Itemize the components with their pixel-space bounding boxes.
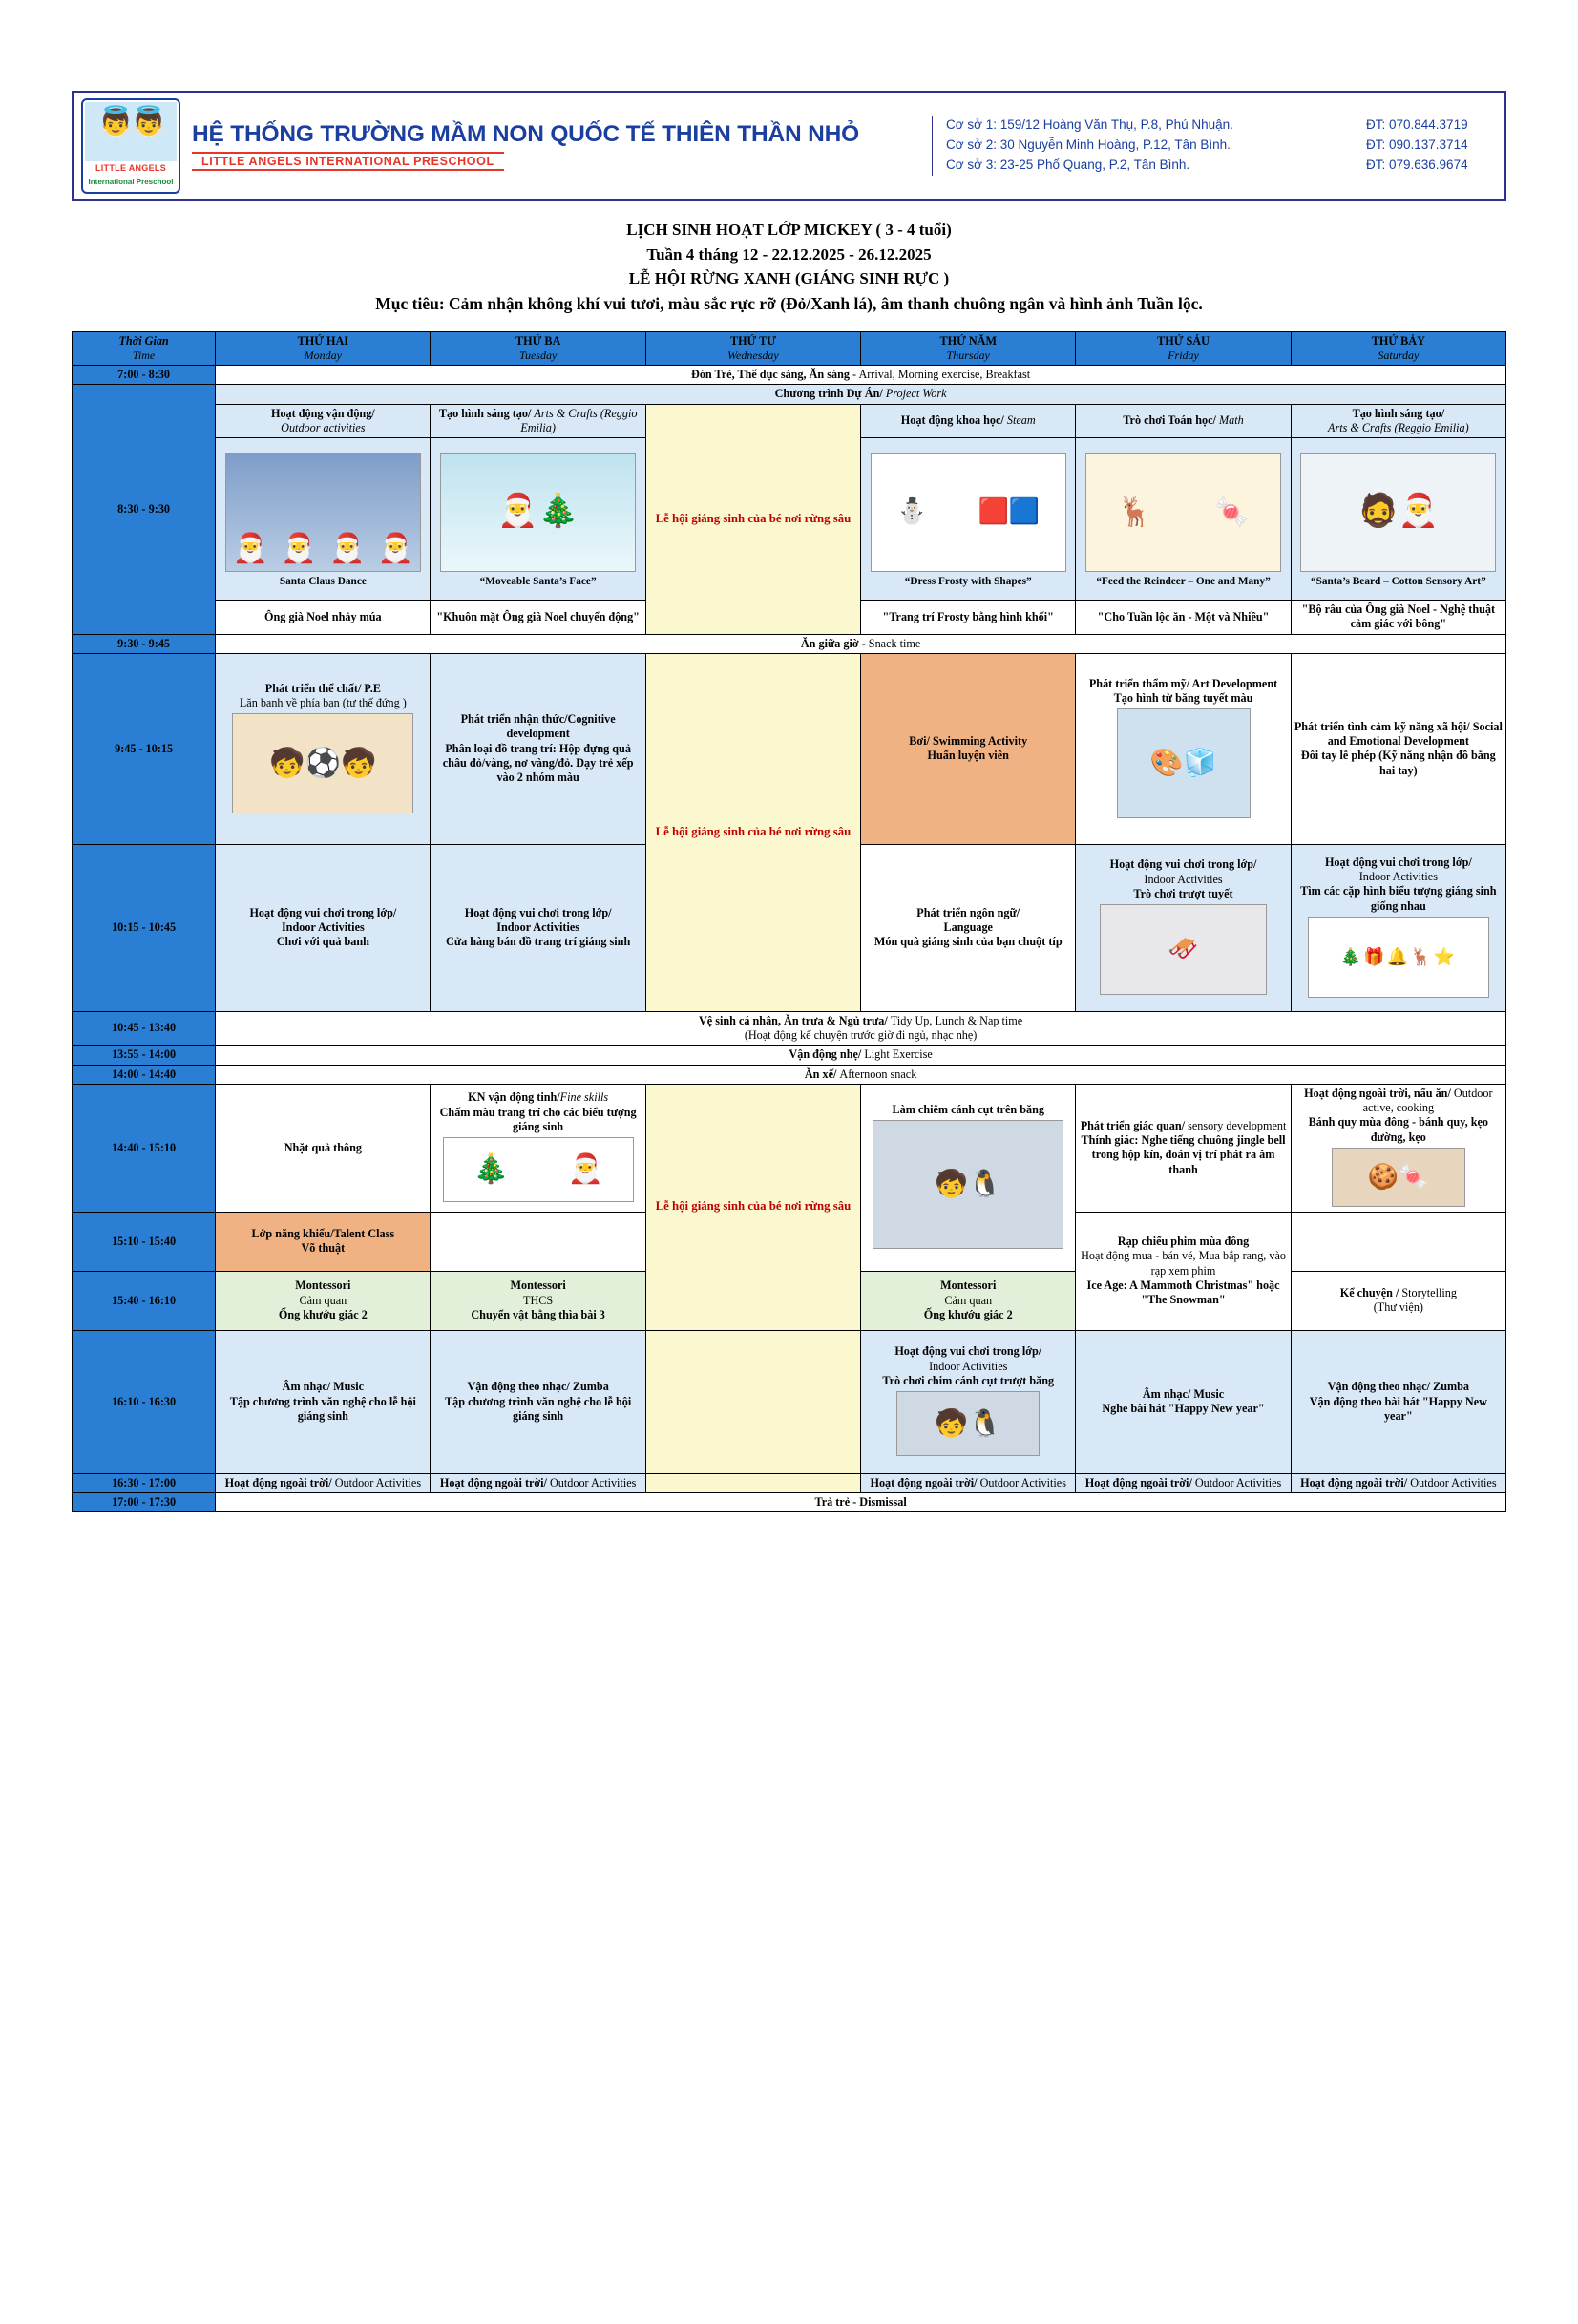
title-line-2: Tuần 4 tháng 12 - 22.12.2025 - 26.12.2025 <box>646 244 932 264</box>
activity-title-en: Arts & Crafts (Reggio Emilia) <box>520 406 638 434</box>
activity-title: Hoạt động ngoài trời/ <box>439 1475 547 1489</box>
dismissal-band: Trả trẻ - Dismissal <box>216 1493 1506 1512</box>
cell-tue-1540 <box>431 1271 645 1330</box>
activity-title-vi: Tạo hình sáng tạo/ <box>1352 406 1445 420</box>
activity-title-vi: Hoạt động vận động/ <box>270 406 375 420</box>
snow-slide-photo <box>1100 904 1267 995</box>
cell-fri-morning-image <box>1076 438 1291 601</box>
cell-tue-1015 <box>431 844 645 1011</box>
activity-caption-en: “Moveable Santa’s Face” <box>479 575 597 587</box>
header-day-tuesday <box>431 331 645 365</box>
title-line-4: Mục tiêu: Cảm nhận không khí vui tươi, màu sắc rực rỡ (Đỏ/Xanh lá), âm thanh chuông ngân và hình ảnh Tuần lộc. <box>375 293 1203 313</box>
activity-title-en: Outdoor Activities <box>334 1475 422 1489</box>
activity-title: Âm nhạc/ Music <box>282 1380 364 1394</box>
snowman-shapes-photo <box>871 453 1066 572</box>
row-1630 <box>73 1473 1506 1492</box>
time-label: 8:30 - 9:30 <box>73 385 216 634</box>
activity-title: Hoạt động vui chơi trong lớp/ <box>249 905 397 919</box>
cell-wed-festival <box>645 404 860 634</box>
activity-title: Rạp chiếu phim mùa đông <box>1117 1235 1250 1249</box>
school-name-en: LITTLE ANGELS INTERNATIONAL PRESCHOOL <box>192 152 504 171</box>
shapes-icon: 🟥🟦 <box>978 497 1041 526</box>
header-time-vi: Thời Gian <box>118 333 169 348</box>
activity-title-vi: Tạo hình sáng tạo/ <box>438 406 532 420</box>
activity-title: KN vận động tinh/ <box>468 1090 560 1105</box>
school-logo <box>81 98 180 194</box>
activity-title: Nhặt quả thông <box>284 1140 362 1154</box>
activity-title-vi: Hoạt động khoa học/ <box>900 413 1004 428</box>
time-label: 16:30 - 17:00 <box>73 1473 216 1492</box>
feed-the-reindeer-photo <box>1085 453 1281 572</box>
cell-sat-1610 <box>1291 1330 1505 1473</box>
activity-detail-2: Ice Age: A Mammoth Christmas" hoặc "The Snowman" <box>1086 1278 1280 1307</box>
lunch-vi: Vệ sinh cá nhân, Ăn trưa & Ngủ trưa/ <box>698 1013 888 1027</box>
row-snack <box>73 634 1506 653</box>
cell-sat-1540 <box>1291 1271 1505 1330</box>
cell-sat-1630 <box>1291 1473 1505 1492</box>
project-en: Project Work <box>885 387 947 401</box>
santa-icon: 🎅 <box>567 1153 603 1186</box>
phone-line: ĐT: 079.636.9674 <box>1366 157 1468 172</box>
time-label: 10:15 - 10:45 <box>73 844 216 1011</box>
afternoon-vi: Ăn xế/ <box>804 1067 837 1081</box>
activity-title-vi: Trò chơi Toán học/ <box>1123 413 1216 428</box>
activity-title-en: Outdoor Activities <box>1410 1475 1497 1489</box>
header-day-en: Wednesday <box>727 349 779 362</box>
time-label: 17:00 - 17:30 <box>73 1493 216 1512</box>
activity-caption-vi: "Bộ râu của Ông già Noel - Nghệ thuật cảm giác với bông" <box>1291 601 1505 635</box>
activity-title: Montessori <box>295 1278 351 1293</box>
address-row <box>946 116 1504 136</box>
tree-icon: 🎄 <box>473 1153 509 1186</box>
angels-icon: 👼👼 <box>97 105 164 137</box>
cell-wed-festival-2 <box>645 653 860 1011</box>
cell-mon-945 <box>216 653 431 844</box>
cell-thu-1015 <box>861 844 1076 1011</box>
time-label: 14:00 - 14:40 <box>73 1065 216 1084</box>
activity-detail: Đôi tay lễ phép (Kỹ năng nhận đồ bằng hai tay) <box>1300 749 1496 777</box>
cell-mon-morning-image <box>216 438 431 601</box>
row-945 <box>73 653 1506 844</box>
cell-sat-morning-title <box>1291 404 1505 438</box>
activity-detail: Lăn banh về phía bạn (tư thế đứng ) <box>239 695 407 709</box>
activity-title-en: Indoor Activities <box>1144 872 1223 886</box>
row-lunch <box>73 1011 1506 1046</box>
school-name-block <box>188 121 932 171</box>
activity-title-en: Indoor Activities <box>281 920 365 935</box>
activity-detail: Chấm màu trang trí cho các biểu tượng giáng sinh <box>439 1105 637 1133</box>
activity-title: Montessori <box>510 1278 566 1293</box>
activity-title-en: Outdoor Activities <box>549 1475 637 1489</box>
activity-title: Hoạt động ngoài trời/ <box>224 1475 332 1489</box>
cell-tue-1610 <box>431 1330 645 1473</box>
snack-band <box>216 634 1506 653</box>
activity-title: Hoạt động vui chơi trong lớp/ <box>1109 857 1257 872</box>
phone-line: ĐT: 070.844.3719 <box>1366 117 1468 133</box>
project-vi: Chương trình Dự Án/ <box>774 387 883 401</box>
time-label: 13:55 - 14:00 <box>73 1046 216 1065</box>
row-afternoon-snack <box>73 1065 1506 1084</box>
activity-title: Hoạt động ngoài trời/ <box>1084 1475 1192 1489</box>
header-day-vi: THỨ BA <box>515 333 561 348</box>
address-block <box>932 116 1504 176</box>
snack-en: - Snack time <box>861 636 921 650</box>
schedule-page <box>0 91 1578 2324</box>
cell-tue-morning-image <box>431 438 645 601</box>
cell-thu-945 <box>861 653 1076 844</box>
cell-wed-1610 <box>645 1330 860 1473</box>
activity-detail: Võ thuật <box>301 1241 346 1256</box>
activity-title-en: Outdoor active, cooking <box>1362 1086 1493 1114</box>
santa-beard-cotton-photo <box>1300 453 1496 572</box>
christmas-matching-cards-photo <box>1308 917 1489 998</box>
cell-sat-morning-image <box>1291 438 1505 601</box>
ice-painting-photo <box>1117 708 1251 818</box>
header-time <box>73 331 216 365</box>
header-day-saturday <box>1291 331 1505 365</box>
christmas-symbols-icon: 🎄🎁🔔🦌⭐ <box>1339 947 1457 966</box>
cell-mon-1610 <box>216 1330 431 1473</box>
cell-fri-1440 <box>1076 1084 1291 1212</box>
activity-caption-vi: "Trang trí Frosty bằng hình khối" <box>861 601 1076 635</box>
santa-figures-icon: 🎅 🎅 🎅 🎅 <box>232 533 414 565</box>
activity-detail: Cửa hàng bán đồ trang trí giáng sinh <box>446 935 631 949</box>
snack-vi: Ăn giữa giờ <box>800 636 859 650</box>
activity-title: Hoạt động vui chơi trong lớp/ <box>894 1344 1042 1359</box>
activity-caption-en: “Santa’s Beard – Cotton Sensory Art” <box>1310 575 1486 587</box>
cell-tue-1510 <box>431 1212 645 1271</box>
activity-title-en: Indoor Activities <box>496 920 580 935</box>
time-label: 10:45 - 13:40 <box>73 1011 216 1046</box>
child-penguin-icon: 🧒🐧 <box>935 1170 1002 1200</box>
header-day-thursday <box>861 331 1076 365</box>
time-label: 9:45 - 10:15 <box>73 653 216 844</box>
cell-sat-1440 <box>1291 1084 1505 1212</box>
activity-title-en: Outdoor Activities <box>979 1475 1066 1489</box>
paint-palette-icon: 🎨🧊 <box>1149 749 1217 778</box>
afternoon-en: Afternoon snack <box>839 1067 917 1081</box>
afternoon-snack-band <box>216 1065 1506 1084</box>
project-band <box>216 385 1506 404</box>
activity-detail: Chơi với quả banh <box>276 935 369 949</box>
activity-detail: Tập chương trình văn nghệ cho lễ hội giáng sinh <box>445 1394 632 1423</box>
activity-detail: Cảm quan <box>944 1293 993 1307</box>
row-1440 <box>73 1084 1506 1212</box>
activity-detail: Nghe bài hát "Happy New year" <box>1102 1402 1265 1416</box>
time-label: 9:30 - 9:45 <box>73 634 216 653</box>
header-day-en: Thursday <box>946 349 990 362</box>
cell-thu-1630 <box>861 1473 1076 1492</box>
activity-title-en: Math <box>1218 413 1244 428</box>
header-day-vi: THỨ NĂM <box>939 333 997 348</box>
cell-tue-1440 <box>431 1084 645 1212</box>
header-time-en: Time <box>132 349 156 362</box>
activity-title: Phát triển thẩm mỹ/ Art Development <box>1088 676 1278 690</box>
header-day-en: Saturday <box>1378 349 1420 362</box>
activity-detail: Trò chơi trượt tuyết <box>1133 886 1233 900</box>
cell-mon-1540 <box>216 1271 431 1330</box>
address-line: Cơ sở 3: 23-25 Phổ Quang, P.2, Tân Bình. <box>946 157 1190 172</box>
reindeer-icon: 🦌 <box>1117 496 1153 528</box>
logo-subtitle: International Preschool <box>88 177 174 186</box>
row-light-exercise <box>73 1046 1506 1065</box>
time-label: 15:40 - 16:10 <box>73 1271 216 1330</box>
children-ball-icon: 🧒⚽🧒 <box>269 747 377 779</box>
activity-caption-en: “Feed the Reindeer – One and Many” <box>1096 575 1271 587</box>
activity-title-en: Arts & Crafts (Reggio Emilia) <box>1328 420 1469 434</box>
activity-caption-en: “Dress Frosty with Shapes” <box>904 575 1032 587</box>
activity-detail-2: Ống khướu giác 2 <box>923 1307 1013 1321</box>
cell-tue-1630 <box>431 1473 645 1492</box>
snowman-icon: ⛄ <box>896 497 928 526</box>
cell-sat-945 <box>1291 653 1505 844</box>
activity-title: Hoạt động vui chơi trong lớp/ <box>464 905 612 919</box>
cell-tue-morning-title <box>431 404 645 438</box>
table-header-row <box>73 331 1506 365</box>
penguin-slide-photo <box>896 1391 1040 1456</box>
activity-title: Lớp năng khiếu/Talent Class <box>251 1227 395 1240</box>
activity-detail-2: Chuyển vật bằng thìa bài 3 <box>471 1307 605 1321</box>
child-penguin-icon: 🧒🐧 <box>935 1408 1002 1439</box>
activity-detail: Hoạt động mua - bán vé, Mua bắp rang, vào rạp xem phim <box>1081 1249 1286 1278</box>
schedule-table <box>72 331 1506 1513</box>
lunch-en: Tidy Up, Lunch & Nap time <box>890 1013 1023 1027</box>
activity-title: Phát triển tình cảm kỹ năng xã hội/ Social and Emotional Development <box>1294 719 1503 748</box>
santa-face-icon: 🎅🎄 <box>497 494 579 530</box>
cell-fri-1610 <box>1076 1330 1291 1473</box>
row-arrival <box>73 366 1506 385</box>
activity-detail: Vận động theo bài hát "Happy New year" <box>1309 1394 1487 1423</box>
arrival-en: - Arrival, Morning exercise, Breakfast <box>852 368 1031 381</box>
activity-title-en: Outdoor Activities <box>1194 1475 1282 1489</box>
activity-detail: Thính giác: Nghe tiếng chuông jingle bell trong hộp kín, đoán vị trí phát ra âm thanh <box>1081 1133 1286 1176</box>
activity-detail: Tìm các cặp hình biểu tượng giáng sinh giống nhau <box>1300 884 1497 913</box>
cell-mon-1630 <box>216 1473 431 1492</box>
arrival-vi: Đón Trẻ, Thể dục sáng, Ăn sáng <box>691 368 850 381</box>
activity-caption-vi: "Cho Tuần lộc ăn - Một và Nhiều" <box>1076 601 1291 635</box>
activity-title: Montessori <box>940 1278 997 1293</box>
address-row <box>946 156 1504 176</box>
activity-title-en: Outdoor activities <box>281 420 366 434</box>
candy-icon: 🍬 <box>1213 496 1250 528</box>
header-day-en: Friday <box>1168 349 1199 362</box>
activity-caption-vi: Ông già Noel nhảy múa <box>216 601 431 635</box>
cell-mon-1510 <box>216 1212 431 1271</box>
activity-title: Âm nhạc/ Music <box>1142 1387 1225 1401</box>
activity-detail: Phân loại đồ trang trí: Hộp đựng quả châu đỏ/vàng, nơ vàng/đỏ. Dạy trẻ xếp vào 2 nhóm màu <box>442 741 634 785</box>
dot-painting-christmas-photo <box>443 1137 634 1202</box>
activity-title: Hoạt động ngoài trời/ <box>1300 1475 1408 1489</box>
activity-detail: Món quà giáng sinh của bạn chuột típ <box>873 935 1063 949</box>
time-label: 7:00 - 8:30 <box>73 366 216 385</box>
title-line-3: LỄ HỘI RỪNG XANH (GIÁNG SINH RỰC ) <box>628 269 950 287</box>
cell-mon-morning-title <box>216 404 431 438</box>
logo-container <box>74 98 188 194</box>
winter-cookies-photo <box>1332 1148 1465 1207</box>
header-day-vi: THỨ SÁU <box>1157 333 1210 348</box>
penguin-ice-activity-photo <box>873 1120 1063 1249</box>
activity-title: Vận động theo nhạc/ Zumba <box>1327 1380 1469 1394</box>
row-morning-titles <box>73 404 1506 438</box>
activity-title-en: sensory development <box>1188 1118 1287 1132</box>
address-row <box>946 136 1504 156</box>
activity-title: Hoạt động ngoài trời/ <box>870 1475 978 1489</box>
activity-detail: Tạo hình từ băng tuyết màu <box>1113 690 1253 705</box>
activity-title-en: Indoor Activities <box>1358 870 1438 883</box>
cell-tue-945 <box>431 653 645 844</box>
slide-icon: 🛷 <box>1168 935 1199 963</box>
cell-fri-1630 <box>1076 1473 1291 1492</box>
school-name-vi: HỆ THỐNG TRƯỜNG MẦM NON QUỐC TẾ THIÊN THẦN NHỎ <box>192 120 859 147</box>
cell-mon-1440 <box>216 1084 431 1212</box>
santa-dance-photo <box>225 453 421 572</box>
cell-fri-1015 <box>1076 844 1291 1011</box>
logo-name: LITTLE ANGELS <box>95 162 167 173</box>
time-label: 16:10 - 16:30 <box>73 1330 216 1473</box>
header-day-vi: THỨ TƯ <box>729 333 776 348</box>
cell-thu-morning-title <box>861 404 1076 438</box>
activity-detail-2: Ống khướu giác 2 <box>278 1307 368 1321</box>
row-1610 <box>73 1330 1506 1473</box>
phone-line: ĐT: 090.137.3714 <box>1366 137 1468 153</box>
cell-mon-1015 <box>216 844 431 1011</box>
activity-caption-vi: "Khuôn mặt Ông già Noel chuyển động" <box>431 601 645 635</box>
activity-title: Phát triển giác quan/ <box>1080 1118 1186 1132</box>
header-day-vi: THỨ BẢY <box>1371 333 1425 348</box>
festival-note: Lễ hội giáng sinh của bé nơi rừng sâu <box>655 511 852 525</box>
activity-title: Phát triển ngôn ngữ/ <box>916 905 1020 919</box>
festival-note: Lễ hội giáng sinh của bé nơi rừng sâu <box>655 1199 852 1214</box>
row-dismissal <box>73 1493 1506 1512</box>
cell-fri-945 <box>1076 653 1291 844</box>
activity-title: Bơi/ Swimming Activity <box>909 734 1028 748</box>
activity-title-en: Language <box>943 920 993 935</box>
santa-beard-icon: 🧔🎅 <box>1357 494 1440 530</box>
time-label: 14:40 - 15:10 <box>73 1084 216 1212</box>
address-line: Cơ sở 2: 30 Nguyễn Minh Hoàng, P.12, Tân Bình. <box>946 137 1231 153</box>
cell-fri-morning-title <box>1076 404 1291 438</box>
cell-thu-1440 <box>861 1084 1076 1271</box>
address-line: Cơ sở 1: 159/12 Hoàng Văn Thụ, P.8, Phú Nhuận. <box>946 117 1233 133</box>
activity-title-en: Indoor Activities <box>929 1359 1008 1373</box>
time-label: 15:10 - 15:40 <box>73 1212 216 1271</box>
header-day-wednesday <box>645 331 860 365</box>
activity-title-en: Fine skills <box>559 1090 609 1105</box>
lunch-band <box>216 1011 1506 1046</box>
header-day-en: Monday <box>304 349 342 362</box>
cell-wed-1630 <box>645 1473 860 1492</box>
activity-caption-en: Santa Claus Dance <box>279 575 367 587</box>
activity-detail: Tập chương trình văn nghệ cho lễ hội giáng sinh <box>229 1394 416 1423</box>
light-exercise-band <box>216 1046 1506 1065</box>
header-day-en: Tuesday <box>518 349 558 362</box>
cell-wed-festival-3 <box>645 1084 860 1330</box>
cell-thu-morning-image <box>861 438 1076 601</box>
santa-face-craft-photo <box>440 453 636 572</box>
activity-detail: (Thư viện) <box>1373 1300 1423 1315</box>
activity-title: Làm chiêm cánh cụt trên băng <box>892 1103 1044 1117</box>
document-header <box>72 91 1506 201</box>
activity-detail: THCS <box>523 1293 554 1307</box>
cell-thu-1540 <box>861 1271 1076 1330</box>
activity-title: Phát triển nhận thức/Cognitive development <box>460 712 616 741</box>
cell-sat-1015 <box>1291 844 1505 1011</box>
activity-title: Phát triển thể chất/ P.E <box>264 681 381 695</box>
festival-note: Lễ hội giáng sinh của bé nơi rừng sâu <box>655 824 852 838</box>
header-day-friday <box>1076 331 1291 365</box>
activity-detail: Bánh quy mùa đông - bánh quy, kẹo đường, kẹo <box>1308 1115 1488 1144</box>
cell-thu-1610 <box>861 1330 1076 1473</box>
activity-title: Kể chuyện / <box>1339 1286 1399 1299</box>
activity-title: Vận động theo nhạc/ Zumba <box>467 1380 609 1394</box>
header-day-vi: THỨ HAI <box>297 333 349 348</box>
cell-sat-1510 <box>1291 1212 1505 1271</box>
activity-detail: Trò chơi chim cánh cụt trượt băng <box>882 1373 1055 1387</box>
activity-title: Hoạt động vui chơi trong lớp/ <box>1324 855 1472 869</box>
lunch-note: (Hoạt động kể chuyện trước giờ đi ngủ, nhạc nhẹ) <box>744 1028 978 1042</box>
activity-detail: Huấn luyện viên <box>927 749 1009 763</box>
title-line-1: LỊCH SINH HOẠT LỚP MICKEY ( 3 - 4 tuổi) <box>626 221 952 239</box>
light-en: Light Exercise <box>864 1047 933 1062</box>
activity-title-en: Storytelling <box>1401 1286 1457 1299</box>
light-vi: Vận động nhẹ/ <box>789 1047 862 1062</box>
pe-ball-photo <box>232 713 413 813</box>
arrival-band <box>216 366 1506 385</box>
activity-detail: Cảm quan <box>299 1293 347 1307</box>
activity-title: Hoạt động ngoài trời, nấu ăn/ <box>1304 1086 1451 1100</box>
activity-title-en: Steam <box>1006 413 1036 428</box>
document-title <box>0 218 1578 316</box>
row-project-band <box>73 385 1506 404</box>
header-day-monday <box>216 331 431 365</box>
cookie-icon: 🍪🍬 <box>1367 1162 1430 1191</box>
cell-fri-1510 <box>1076 1212 1291 1330</box>
